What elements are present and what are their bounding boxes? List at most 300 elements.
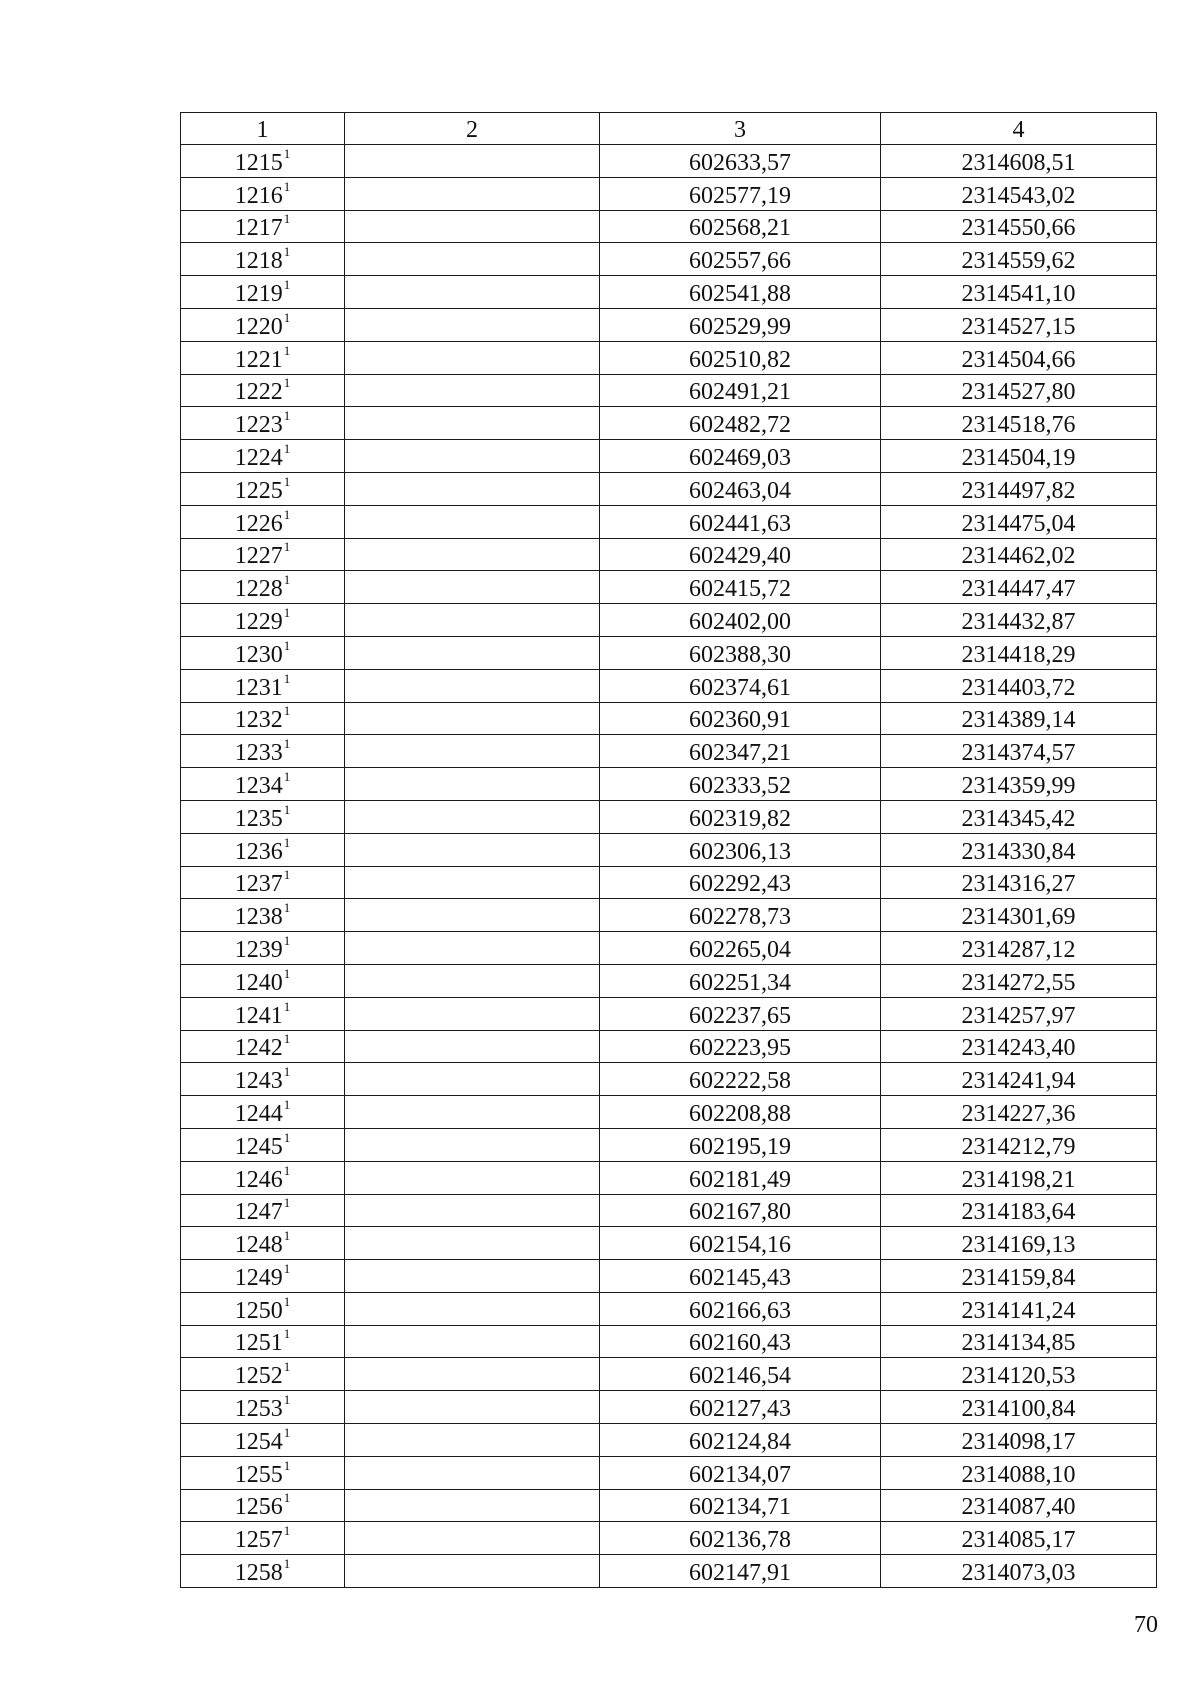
point-number: 1232 [234,707,283,734]
y-coordinate-cell: 2314608,51 [881,145,1157,178]
point-number: 1216 [234,182,283,209]
point-superscript: 1 [283,998,291,1014]
y-coordinate-cell: 2314462,02 [881,538,1157,571]
point-number: 1241 [234,1002,283,1029]
y-coordinate-cell: 2314316,27 [881,866,1157,899]
x-coordinate-cell: 602429,40 [600,538,881,571]
point-number-cell [181,341,345,374]
point-number-cell [181,1489,345,1522]
point-number-cell [181,636,345,669]
point-number-cell [181,1522,345,1555]
table-row [181,472,1157,505]
column-2-cell [345,1096,600,1129]
column-2-cell [345,210,600,243]
point-number: 1227 [234,543,283,570]
y-coordinate-cell: 2314088,10 [881,1456,1157,1489]
y-coordinate-cell: 2314227,36 [881,1096,1157,1129]
point-superscript: 1 [283,801,291,817]
table-row [181,308,1157,341]
x-coordinate-cell: 602166,63 [600,1292,881,1325]
point-superscript: 1 [283,736,291,752]
column-2-cell [345,243,600,276]
table-row [181,1194,1157,1227]
column-2-cell [345,1128,600,1161]
point-number: 1239 [234,936,283,963]
point-number-cell [181,1456,345,1489]
point-number-cell [181,964,345,997]
table-row [181,735,1157,768]
y-coordinate-cell: 2314183,64 [881,1194,1157,1227]
column-2-cell [345,407,600,440]
x-coordinate-cell: 602577,19 [600,177,881,210]
table-row [181,636,1157,669]
point-superscript: 1 [283,309,291,325]
point-superscript: 1 [283,1129,291,1145]
point-number-cell [181,1358,345,1391]
point-superscript: 1 [283,375,291,391]
table-row [181,341,1157,374]
y-coordinate-cell: 2314241,94 [881,1063,1157,1096]
x-coordinate-cell: 602136,78 [600,1522,881,1555]
column-2-cell [345,341,600,374]
y-coordinate-cell: 2314345,42 [881,800,1157,833]
y-coordinate-cell: 2314085,17 [881,1522,1157,1555]
x-coordinate-cell: 602147,91 [600,1555,881,1588]
x-coordinate-cell: 602145,43 [600,1260,881,1293]
point-number: 1230 [234,641,283,668]
table-row [181,1128,1157,1161]
point-superscript: 1 [283,1556,291,1572]
column-2-cell [345,1194,600,1227]
table-row [181,1227,1157,1260]
point-superscript: 1 [283,276,291,292]
column-2-cell [345,604,600,637]
point-number: 1221 [234,346,283,373]
table-row [181,276,1157,309]
point-number: 1235 [234,805,283,832]
table-row [181,702,1157,735]
point-number-cell [181,210,345,243]
y-coordinate-cell: 2314475,04 [881,505,1157,538]
column-2-cell [345,308,600,341]
point-number: 1252 [234,1363,283,1390]
point-number-cell [181,440,345,473]
column-2-cell [345,472,600,505]
point-number-cell [181,538,345,571]
column-2-cell [345,1489,600,1522]
x-coordinate-cell: 602292,43 [600,866,881,899]
column-2-cell [345,1030,600,1063]
table-row [181,440,1157,473]
point-superscript: 1 [283,604,291,620]
column-2-cell [345,735,600,768]
column-2-cell [345,145,600,178]
x-coordinate-cell: 602402,00 [600,604,881,637]
point-superscript: 1 [283,408,291,424]
x-coordinate-cell: 602237,65 [600,997,881,1030]
point-number-cell [181,899,345,932]
table-row [181,932,1157,965]
point-number-cell [181,702,345,735]
point-number: 1233 [234,740,283,767]
point-number: 1249 [234,1264,283,1291]
point-superscript: 1 [283,1162,291,1178]
x-coordinate-cell: 602154,16 [600,1227,881,1260]
y-coordinate-cell: 2314550,66 [881,210,1157,243]
point-superscript: 1 [283,145,291,161]
column-2-cell [345,636,600,669]
table-row [181,800,1157,833]
point-number-cell [181,1096,345,1129]
table-row [181,899,1157,932]
y-coordinate-cell: 2314272,55 [881,964,1157,997]
x-coordinate-cell: 602557,66 [600,243,881,276]
x-coordinate-cell: 602306,13 [600,833,881,866]
column-header-3: 3 [600,113,881,145]
table-row [181,243,1157,276]
x-coordinate-cell: 602510,82 [600,341,881,374]
x-coordinate-cell: 602195,19 [600,1128,881,1161]
point-number: 1225 [234,477,283,504]
x-coordinate-cell: 602347,21 [600,735,881,768]
point-number-cell [181,669,345,702]
column-2-cell [345,1424,600,1457]
column-2-cell [345,571,600,604]
column-2-cell [345,1227,600,1260]
y-coordinate-cell: 2314374,57 [881,735,1157,768]
table-row [181,145,1157,178]
point-number: 1254 [234,1428,283,1455]
point-number-cell [181,1292,345,1325]
column-2-cell [345,768,600,801]
x-coordinate-cell: 602134,71 [600,1489,881,1522]
point-number: 1244 [234,1100,283,1127]
point-number: 1222 [234,379,283,406]
y-coordinate-cell: 2314087,40 [881,1489,1157,1522]
point-number-cell [181,145,345,178]
column-2-cell [345,374,600,407]
point-superscript: 1 [283,342,291,358]
point-number: 1234 [234,772,283,799]
table-row [181,768,1157,801]
y-coordinate-cell: 2314504,19 [881,440,1157,473]
point-number: 1256 [234,1494,283,1521]
y-coordinate-cell: 2314243,40 [881,1030,1157,1063]
table-row [181,1358,1157,1391]
x-coordinate-cell: 602160,43 [600,1325,881,1358]
y-coordinate-cell: 2314198,21 [881,1161,1157,1194]
point-superscript: 1 [283,1457,291,1473]
point-number-cell [181,1194,345,1227]
point-number-cell [181,177,345,210]
point-superscript: 1 [283,1523,291,1539]
point-number-cell [181,1030,345,1063]
y-coordinate-cell: 2314287,12 [881,932,1157,965]
x-coordinate-cell: 602541,88 [600,276,881,309]
point-number: 1215 [234,149,283,176]
point-number-cell [181,932,345,965]
column-2-cell [345,1260,600,1293]
table-row [181,505,1157,538]
point-superscript: 1 [283,1031,291,1047]
column-2-cell [345,669,600,702]
x-coordinate-cell: 602633,57 [600,145,881,178]
point-number-cell [181,800,345,833]
x-coordinate-cell: 602319,82 [600,800,881,833]
point-number-cell [181,768,345,801]
point-superscript: 1 [283,867,291,883]
point-number: 1223 [234,412,283,439]
point-number: 1224 [234,444,283,471]
point-number-cell [181,1555,345,1588]
table-row [181,407,1157,440]
x-coordinate-cell: 602146,54 [600,1358,881,1391]
point-number-cell [181,505,345,538]
point-number-cell [181,866,345,899]
point-number-cell [181,1424,345,1457]
point-number-cell [181,1391,345,1424]
point-superscript: 1 [283,670,291,686]
point-number-cell [181,243,345,276]
y-coordinate-cell: 2314543,02 [881,177,1157,210]
point-number: 1243 [234,1068,283,1095]
point-superscript: 1 [283,1228,291,1244]
point-superscript: 1 [283,1490,291,1506]
x-coordinate-cell: 602251,34 [600,964,881,997]
column-2-cell [345,1358,600,1391]
point-number: 1226 [234,510,283,537]
point-number-cell [181,997,345,1030]
y-coordinate-cell: 2314497,82 [881,472,1157,505]
table-row [181,1030,1157,1063]
column-2-cell [345,899,600,932]
y-coordinate-cell: 2314134,85 [881,1325,1157,1358]
x-coordinate-cell: 602333,52 [600,768,881,801]
x-coordinate-cell: 602469,03 [600,440,881,473]
table-row [181,1325,1157,1358]
point-superscript: 1 [283,1064,291,1080]
table-row [181,1161,1157,1194]
point-number: 1246 [234,1166,283,1193]
x-coordinate-cell: 602568,21 [600,210,881,243]
x-coordinate-cell: 602181,49 [600,1161,881,1194]
table-row [181,538,1157,571]
point-number: 1257 [234,1527,283,1554]
table-row [181,571,1157,604]
column-2-cell [345,932,600,965]
point-superscript: 1 [283,178,291,194]
y-coordinate-cell: 2314527,80 [881,374,1157,407]
x-coordinate-cell: 602167,80 [600,1194,881,1227]
point-superscript: 1 [283,637,291,653]
column-2-cell [345,800,600,833]
column-2-cell [345,833,600,866]
point-number: 1231 [234,674,283,701]
table-row [181,1292,1157,1325]
column-2-cell [345,1063,600,1096]
point-number: 1251 [234,1330,283,1357]
column-2-cell [345,1161,600,1194]
y-coordinate-cell: 2314169,13 [881,1227,1157,1260]
table-row [181,177,1157,210]
table-row [181,1063,1157,1096]
y-coordinate-cell: 2314120,53 [881,1358,1157,1391]
column-2-cell [345,1325,600,1358]
y-coordinate-cell: 2314073,03 [881,1555,1157,1588]
point-superscript: 1 [283,473,291,489]
column-header-1: 1 [181,113,345,145]
point-number: 1217 [234,215,283,242]
column-2-cell [345,177,600,210]
x-coordinate-cell: 602278,73 [600,899,881,932]
column-2-cell [345,1456,600,1489]
y-coordinate-cell: 2314527,15 [881,308,1157,341]
x-coordinate-cell: 602208,88 [600,1096,881,1129]
point-superscript: 1 [283,440,291,456]
column-2-cell [345,1391,600,1424]
point-number-cell [181,276,345,309]
y-coordinate-cell: 2314301,69 [881,899,1157,932]
x-coordinate-cell: 602134,07 [600,1456,881,1489]
column-2-cell [345,997,600,1030]
point-number-cell [181,407,345,440]
y-coordinate-cell: 2314432,87 [881,604,1157,637]
column-2-cell [345,702,600,735]
table-row [181,1391,1157,1424]
table-row [181,1424,1157,1457]
x-coordinate-cell: 602223,95 [600,1030,881,1063]
y-coordinate-cell: 2314098,17 [881,1424,1157,1457]
point-superscript: 1 [283,1293,291,1309]
column-header-2: 2 [345,113,600,145]
table-row [181,866,1157,899]
point-number-cell [181,1260,345,1293]
point-superscript: 1 [283,965,291,981]
point-superscript: 1 [283,834,291,850]
table-row [181,1260,1157,1293]
column-2-cell [345,440,600,473]
point-number-cell [181,1063,345,1096]
table-row [181,1456,1157,1489]
table-row [181,1489,1157,1522]
point-number-cell [181,308,345,341]
x-coordinate-cell: 602482,72 [600,407,881,440]
point-number-cell [181,571,345,604]
point-number-cell [181,1227,345,1260]
point-number: 1250 [234,1297,283,1324]
point-number: 1253 [234,1396,283,1423]
x-coordinate-cell: 602491,21 [600,374,881,407]
point-number: 1228 [234,576,283,603]
table-row [181,833,1157,866]
point-number: 1237 [234,871,283,898]
table-row [181,604,1157,637]
y-coordinate-cell: 2314330,84 [881,833,1157,866]
point-superscript: 1 [283,244,291,260]
point-number-cell [181,604,345,637]
point-number-cell [181,1128,345,1161]
point-number: 1219 [234,280,283,307]
column-2-cell [345,538,600,571]
point-superscript: 1 [283,1424,291,1440]
point-number: 1245 [234,1133,283,1160]
x-coordinate-cell: 602441,63 [600,505,881,538]
point-superscript: 1 [283,900,291,916]
x-coordinate-cell: 602127,43 [600,1391,881,1424]
point-number: 1242 [234,1035,283,1062]
point-superscript: 1 [283,932,291,948]
x-coordinate-cell: 602529,99 [600,308,881,341]
point-number-cell [181,833,345,866]
point-superscript: 1 [283,1326,291,1342]
point-superscript: 1 [283,506,291,522]
point-superscript: 1 [283,1359,291,1375]
y-coordinate-cell: 2314159,84 [881,1260,1157,1293]
point-number: 1247 [234,1199,283,1226]
point-superscript: 1 [283,1392,291,1408]
x-coordinate-cell: 602124,84 [600,1424,881,1457]
point-superscript: 1 [283,768,291,784]
point-superscript: 1 [283,539,291,555]
point-superscript: 1 [283,211,291,227]
table-body [181,145,1157,1588]
y-coordinate-cell: 2314359,99 [881,768,1157,801]
point-number: 1248 [234,1232,283,1259]
point-number: 1218 [234,248,283,275]
x-coordinate-cell: 602265,04 [600,932,881,965]
table-row [181,669,1157,702]
point-number-cell [181,374,345,407]
y-coordinate-cell: 2314418,29 [881,636,1157,669]
table-header-row [181,113,1157,145]
point-superscript: 1 [283,1195,291,1211]
point-number-cell [181,1161,345,1194]
y-coordinate-cell: 2314212,79 [881,1128,1157,1161]
table-row [181,964,1157,997]
x-coordinate-cell: 602222,58 [600,1063,881,1096]
x-coordinate-cell: 602374,61 [600,669,881,702]
table-row [181,1555,1157,1588]
point-number: 1220 [234,313,283,340]
x-coordinate-cell: 602360,91 [600,702,881,735]
point-number: 1236 [234,838,283,865]
y-coordinate-cell: 2314141,24 [881,1292,1157,1325]
point-number: 1238 [234,904,283,931]
y-coordinate-cell: 2314447,47 [881,571,1157,604]
table-row [181,997,1157,1030]
table-row [181,1522,1157,1555]
x-coordinate-cell: 602388,30 [600,636,881,669]
y-coordinate-cell: 2314389,14 [881,702,1157,735]
x-coordinate-cell: 602415,72 [600,571,881,604]
y-coordinate-cell: 2314541,10 [881,276,1157,309]
y-coordinate-cell: 2314518,76 [881,407,1157,440]
y-coordinate-cell: 2314100,84 [881,1391,1157,1424]
point-number-cell [181,1325,345,1358]
point-number: 1255 [234,1461,283,1488]
column-2-cell [345,1522,600,1555]
table-row [181,210,1157,243]
table-row [181,374,1157,407]
point-superscript: 1 [283,1260,291,1276]
point-number: 1229 [234,608,283,635]
y-coordinate-cell: 2314504,66 [881,341,1157,374]
y-coordinate-cell: 2314257,97 [881,997,1157,1030]
y-coordinate-cell: 2314403,72 [881,669,1157,702]
point-number-cell [181,472,345,505]
coordinates-table [180,112,1157,1588]
x-coordinate-cell: 602463,04 [600,472,881,505]
